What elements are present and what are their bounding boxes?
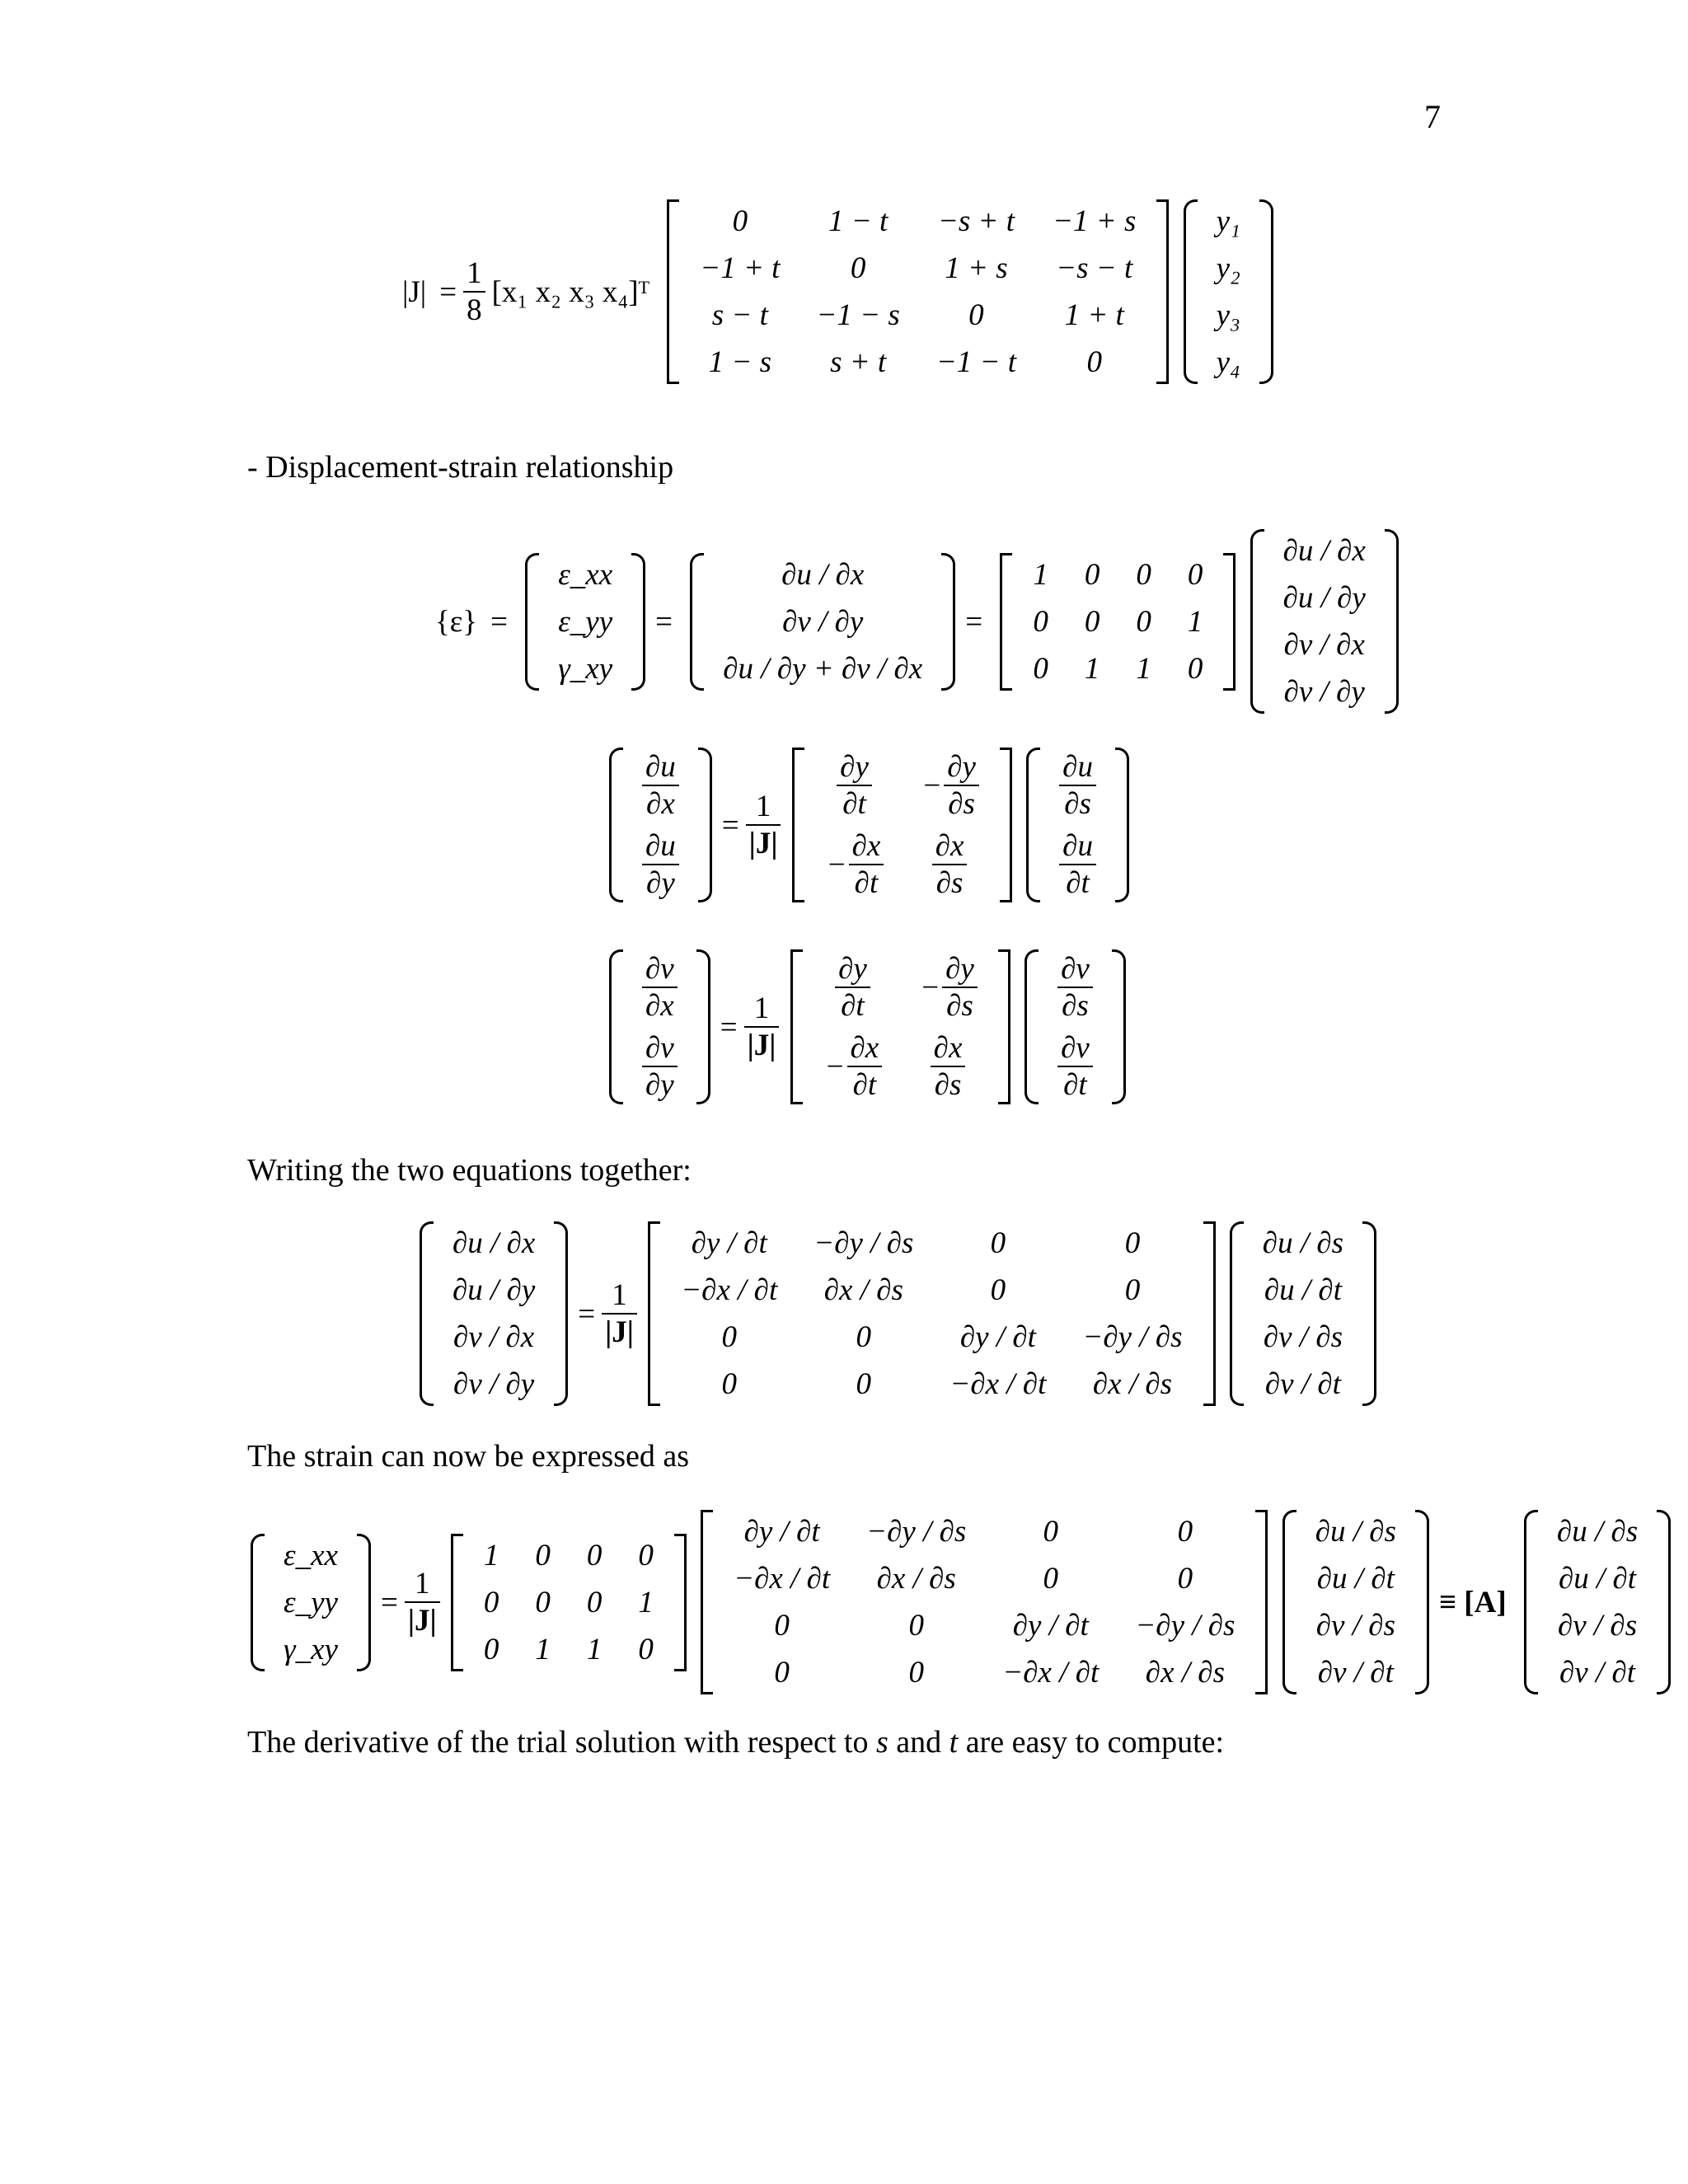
matrix-cell: $\frac{\partial v}{\partial t}$ (1039, 1027, 1111, 1106)
matrix-cell: −∂x / ∂t (950, 1367, 1047, 1401)
matrix-cell: $\frac{\partial u}{\partial x}$ (624, 746, 697, 825)
matrix-cell: 0 (990, 1226, 1006, 1260)
matrix-cell: 0 (1043, 1562, 1059, 1596)
inverse-jacobian-fraction (746, 789, 781, 861)
matrix-cell: $\frac{\partial x}{\partial s}$ (900, 1027, 996, 1106)
matrix-row (540, 551, 631, 598)
matrix-cell: γ_xy (558, 651, 613, 686)
matrix-cell: −∂x / ∂t (734, 1562, 831, 1596)
matrix-cell: −∂x / ∂t (1002, 1656, 1100, 1690)
matrix-cell: 0 (1187, 557, 1203, 592)
matrix-row (1297, 1508, 1414, 1555)
matrix-cell: − $\frac{\partial x}{\partial t}$ (805, 1027, 901, 1106)
matrix-row (624, 746, 697, 825)
matrix-cell: 0 (586, 1585, 603, 1619)
gradient-vector (1247, 527, 1402, 715)
matrix-cell: 1 (1033, 557, 1048, 592)
one-eighth-fraction (463, 255, 485, 328)
boolean-matrix (996, 551, 1239, 692)
v-gradient-equation (606, 948, 1129, 1106)
matrix-row (1539, 1555, 1656, 1602)
matrix-cell: $\frac{\partial y}{\partial t}$ (807, 746, 903, 825)
matrix-cell: 1 (1187, 604, 1203, 639)
matrix-cell: ∂v / ∂x (453, 1320, 535, 1354)
matrix-row (1015, 551, 1221, 598)
matrix-row (1297, 1555, 1414, 1602)
matrix-cell: 1 (586, 1632, 603, 1666)
matrix-row (807, 825, 997, 904)
matrix-cell: 0 (908, 1656, 924, 1690)
v-rhs-vector (1021, 948, 1129, 1106)
matrix-cell: ∂u / ∂x (452, 1226, 536, 1260)
equals-sign: = (490, 604, 508, 639)
u-lhs-vector (606, 746, 715, 904)
frac-den: |J| (407, 1604, 437, 1638)
combined-matrix (645, 1220, 1218, 1408)
matrix-cell: 0 (908, 1609, 924, 1643)
final-rhs-vector (1279, 1508, 1432, 1696)
matrix-row (540, 598, 631, 645)
matrix-cell: −1 + s (1053, 204, 1137, 238)
matrix-cell: 0 (1084, 604, 1100, 639)
matrix-cell: 0 (856, 1367, 872, 1401)
equals-sign: = (578, 1296, 596, 1331)
matrix-cell: $\frac{\partial u}{\partial s}$ (1041, 746, 1114, 825)
matrix-cell: 0 (1187, 651, 1203, 686)
equals-sign: = (721, 808, 739, 842)
matrix-cell: 1 + t (1064, 298, 1124, 332)
derivative-vector (687, 551, 959, 692)
matrix-cell: − $\frac{\partial y}{\partial s}$ (902, 746, 997, 825)
combined-equation (416, 1220, 1380, 1408)
derivative-t: t (949, 1725, 959, 1760)
matrix-row (715, 1555, 1253, 1602)
matrix-cell: ∂x / ∂s (823, 1273, 903, 1307)
matrix-cell: ∂v / ∂t (1559, 1656, 1636, 1690)
matrix-cell: 0 (1086, 345, 1102, 379)
inverse-jacobian-fraction (602, 1277, 637, 1350)
matrix-cell: 1 (535, 1632, 551, 1666)
matrix-cell: ∂v / ∂t (1317, 1656, 1394, 1690)
matrix-cell: ∂v / ∂y (453, 1367, 535, 1401)
matrix-row (1539, 1508, 1656, 1555)
matrix-row (663, 1267, 1200, 1314)
matrix-row (1539, 1602, 1656, 1649)
matrix-cell: 1 + s (945, 251, 1008, 285)
matrix-row (663, 1220, 1200, 1267)
heading-displacement-strain: - Displacement-strain relationship (247, 450, 674, 485)
matrix-row (434, 1267, 553, 1314)
matrix-cell: 0 (721, 1320, 737, 1354)
derivative-prefix: The derivative of the trial solution with respect to (247, 1725, 876, 1760)
matrix-cell: 1 (483, 1538, 499, 1572)
matrix-cell: y₂ (1216, 251, 1240, 285)
jacobian-shape-matrix (663, 198, 1172, 386)
y-vector (1180, 198, 1277, 386)
matrix-cell: ∂u / ∂s (1315, 1515, 1396, 1549)
matrix-cell: ∂u / ∂s (1262, 1226, 1344, 1260)
matrix-cell: ε_xx (558, 557, 613, 592)
matrix-row (434, 1220, 553, 1267)
matrix-cell: 0 (774, 1656, 790, 1690)
matrix-cell: s − t (711, 298, 768, 332)
equals-sign: = (380, 1585, 398, 1619)
matrix-row (1265, 574, 1384, 621)
matrix-cell: 0 (586, 1538, 603, 1572)
final-matrix (697, 1508, 1271, 1696)
matrix-row (705, 645, 940, 692)
jacobian-equation (396, 198, 1277, 386)
matrix-cell: −∂y / ∂s (866, 1515, 967, 1549)
matrix-cell: ∂u / ∂s (1556, 1515, 1639, 1549)
matrix-cell: ∂v / ∂y (1283, 675, 1365, 709)
matrix-row (1015, 598, 1221, 645)
frac-num: 1 (602, 1277, 637, 1315)
derivative-and: and (888, 1725, 950, 1760)
matrix-row (715, 1508, 1253, 1555)
matrix-row (1041, 746, 1114, 825)
matrix-cell: ∂v / ∂s (1557, 1609, 1638, 1643)
matrix-row (466, 1626, 672, 1673)
matrix-cell: $\frac{\partial v}{\partial y}$ (624, 1027, 696, 1106)
strain-definition-equation (429, 527, 1402, 715)
matrix-row (540, 645, 631, 692)
matrix-cell: 1 (1136, 651, 1151, 686)
derivative-sentence (247, 1724, 1224, 1760)
matrix-cell: 0 (1177, 1562, 1193, 1596)
jacobian-lhs: |J| (402, 274, 427, 309)
matrix-row (265, 1532, 356, 1579)
matrix-cell: 1 − t (828, 204, 889, 238)
frac-num: 1 (744, 991, 780, 1028)
matrix-cell: γ_xy (284, 1632, 338, 1666)
matrix-cell: −∂y / ∂s (1135, 1609, 1236, 1643)
matrix-row (1265, 527, 1384, 574)
matrix-cell: 0 (850, 251, 866, 285)
matrix-cell: $\frac{\partial u}{\partial t}$ (1041, 825, 1114, 904)
a-matrix-label: ≡ [A] (1438, 1585, 1507, 1619)
matrix-row (1245, 1361, 1362, 1408)
matrix-cell: ∂v / ∂s (1263, 1320, 1343, 1354)
matrix-row (434, 1361, 553, 1408)
matrix-cell: 0 (483, 1632, 499, 1666)
matrix-cell: ∂u / ∂y + ∂v / ∂x (723, 651, 923, 686)
derivative-suffix: are easy to compute: (958, 1725, 1225, 1760)
matrix-row (1039, 1027, 1111, 1106)
matrix-cell: ∂v / ∂y (782, 604, 864, 639)
matrix-row (1245, 1267, 1362, 1314)
matrix-row (624, 1027, 696, 1106)
matrix-cell: −1 − t (935, 345, 1017, 379)
matrix-cell: 0 (721, 1367, 737, 1401)
matrix-cell: ∂x / ∂s (876, 1562, 956, 1596)
matrix-cell: ∂y / ∂t (691, 1226, 767, 1260)
matrix-row (663, 1361, 1200, 1408)
page-number: 7 (1424, 98, 1441, 135)
matrix-cell: $\frac{\partial v}{\partial x}$ (624, 948, 696, 1027)
matrix-cell: 0 (856, 1320, 872, 1354)
matrix-cell: 0 (535, 1585, 551, 1619)
matrix-cell: ∂x / ∂s (1092, 1367, 1173, 1401)
matrix-row (682, 245, 1154, 292)
matrix-row (1265, 668, 1384, 715)
matrix-cell: s + t (830, 345, 887, 379)
matrix-row (1297, 1649, 1414, 1696)
frac-num: 1 (746, 789, 781, 826)
matrix-row (715, 1602, 1253, 1649)
matrix-row (663, 1314, 1200, 1361)
matrix-cell: $\frac{\partial u}{\partial y}$ (624, 825, 697, 904)
matrix-cell: ∂u / ∂x (1282, 534, 1366, 568)
matrix-cell: $\frac{\partial v}{\partial s}$ (1039, 948, 1111, 1027)
matrix-row (682, 339, 1154, 386)
matrix-cell: 1 (638, 1585, 654, 1619)
frac-num: 1 (463, 255, 485, 293)
final-strain-equation (247, 1508, 1674, 1696)
matrix-cell: ∂v / ∂t (1264, 1367, 1341, 1401)
matrix-cell: ∂u / ∂t (1558, 1562, 1637, 1596)
matrix-cell: 0 (638, 1538, 654, 1572)
matrix-row (265, 1579, 356, 1626)
matrix-row (624, 948, 696, 1027)
combined-rhs-vector (1226, 1220, 1380, 1408)
matrix-cell: 0 (990, 1273, 1006, 1307)
final-strain-vector (247, 1532, 374, 1673)
matrix-cell: − $\frac{\partial x}{\partial t}$ (807, 825, 903, 904)
matrix-cell: −∂y / ∂s (814, 1226, 914, 1260)
matrix-cell: ∂y / ∂t (743, 1515, 820, 1549)
frac-den: 8 (467, 293, 482, 327)
matrix-cell: ∂u / ∂t (1316, 1562, 1395, 1596)
matrix-row (466, 1532, 672, 1579)
matrix-row (805, 1027, 996, 1106)
matrix-cell: −∂x / ∂t (681, 1273, 778, 1307)
matrix-cell: 0 (1033, 651, 1048, 686)
matrix-cell: $\frac{\partial y}{\partial t}$ (805, 948, 901, 1027)
matrix-cell: ∂u / ∂x (781, 557, 865, 592)
matrix-row (1198, 339, 1259, 386)
matrix-row (265, 1626, 356, 1673)
matrix-cell: −∂y / ∂s (1082, 1320, 1183, 1354)
matrix-row (1039, 948, 1111, 1027)
matrix-cell: 0 (1124, 1273, 1141, 1307)
matrix-row (1041, 825, 1114, 904)
matrix-row (682, 198, 1154, 245)
matrix-cell: ∂u / ∂y (452, 1273, 536, 1307)
frac-den: |J| (605, 1315, 634, 1349)
matrix-row (715, 1649, 1253, 1696)
heading-writing-together: Writing the two equations together: (247, 1153, 692, 1188)
matrix-row (1198, 292, 1259, 339)
matrix-row (624, 825, 697, 904)
matrix-cell: ∂u / ∂t (1264, 1273, 1342, 1307)
equals-sign: = (439, 274, 457, 309)
matrix-row (1297, 1602, 1414, 1649)
matrix-row (1198, 198, 1259, 245)
matrix-cell: ε_yy (284, 1585, 338, 1619)
matrix-cell: 0 (1043, 1515, 1059, 1549)
matrix-row (705, 551, 940, 598)
x-row-vector: [x₁ x₂ x₃ x₄]ᵀ (491, 274, 649, 309)
frac-den: |J| (748, 827, 778, 860)
matrix-cell: 0 (968, 298, 984, 332)
matrix-cell: 1 (1084, 651, 1100, 686)
matrix-cell: ∂u / ∂y (1282, 581, 1366, 615)
strain-lhs: {ε} (435, 604, 478, 639)
matrix-cell: 0 (535, 1538, 551, 1572)
matrix-row (705, 598, 940, 645)
matrix-cell: $\frac{\partial x}{\partial s}$ (902, 825, 997, 904)
matrix-row (682, 292, 1154, 339)
matrix-row (807, 746, 997, 825)
matrix-row (434, 1314, 553, 1361)
matrix-cell: 0 (638, 1632, 654, 1666)
matrix-row (1245, 1314, 1362, 1361)
matrix-row (466, 1579, 672, 1626)
matrix-cell: 0 (1177, 1515, 1193, 1549)
matrix-cell: 0 (1084, 557, 1100, 592)
matrix-cell: 0 (732, 204, 748, 238)
equals-sign: = (965, 604, 983, 639)
frac-num: 1 (405, 1566, 440, 1603)
matrix-row (1539, 1649, 1656, 1696)
equals-sign: = (720, 1010, 738, 1044)
combined-lhs-vector (416, 1220, 571, 1408)
matrix-cell: 1 − s (708, 345, 772, 379)
v-jacobian-matrix (787, 948, 1014, 1106)
matrix-cell: ∂v / ∂s (1315, 1609, 1395, 1643)
matrix-cell: 0 (1124, 1226, 1141, 1260)
u-rhs-vector (1023, 746, 1132, 904)
u-gradient-equation (606, 746, 1132, 904)
derivative-s: s (875, 1725, 889, 1760)
matrix-cell: y₁ (1216, 204, 1240, 238)
matrix-cell: ∂x / ∂s (1145, 1656, 1225, 1690)
strain-vector (522, 551, 649, 692)
matrix-cell: ∂y / ∂t (959, 1320, 1036, 1354)
matrix-cell: ε_xx (284, 1538, 338, 1572)
matrix-cell: −s − t (1056, 251, 1133, 285)
matrix-cell: 0 (774, 1609, 790, 1643)
equals-sign: = (655, 604, 673, 639)
matrix-cell: − $\frac{\partial y}{\partial s}$ (900, 948, 996, 1027)
matrix-row (1265, 621, 1384, 668)
u-jacobian-matrix (789, 746, 1015, 904)
matrix-cell: −1 + t (700, 251, 781, 285)
matrix-cell: ∂v / ∂x (1283, 628, 1365, 662)
matrix-cell: 0 (483, 1585, 499, 1619)
matrix-row (1198, 245, 1259, 292)
matrix-cell: 0 (1136, 557, 1151, 592)
frac-den: |J| (747, 1029, 776, 1062)
inverse-jacobian-fraction (744, 991, 780, 1063)
final-boolean-matrix (448, 1532, 690, 1673)
matrix-cell: y₄ (1216, 345, 1240, 379)
final-rhs-vector-2 (1521, 1508, 1674, 1696)
matrix-cell: 0 (1033, 604, 1048, 639)
inverse-jacobian-fraction (405, 1566, 440, 1638)
matrix-cell: ε_yy (558, 604, 613, 639)
matrix-row (1245, 1220, 1362, 1267)
matrix-row (805, 948, 996, 1027)
matrix-cell: −s + t (937, 204, 1015, 238)
heading-strain-expressed: The strain can now be expressed as (247, 1439, 690, 1474)
matrix-cell: 0 (1136, 604, 1151, 639)
matrix-row (1015, 645, 1221, 692)
v-lhs-vector (606, 948, 714, 1106)
matrix-cell: y₃ (1216, 298, 1240, 332)
matrix-cell: ∂y / ∂t (1012, 1609, 1089, 1643)
matrix-cell: −1 − s (816, 298, 900, 332)
